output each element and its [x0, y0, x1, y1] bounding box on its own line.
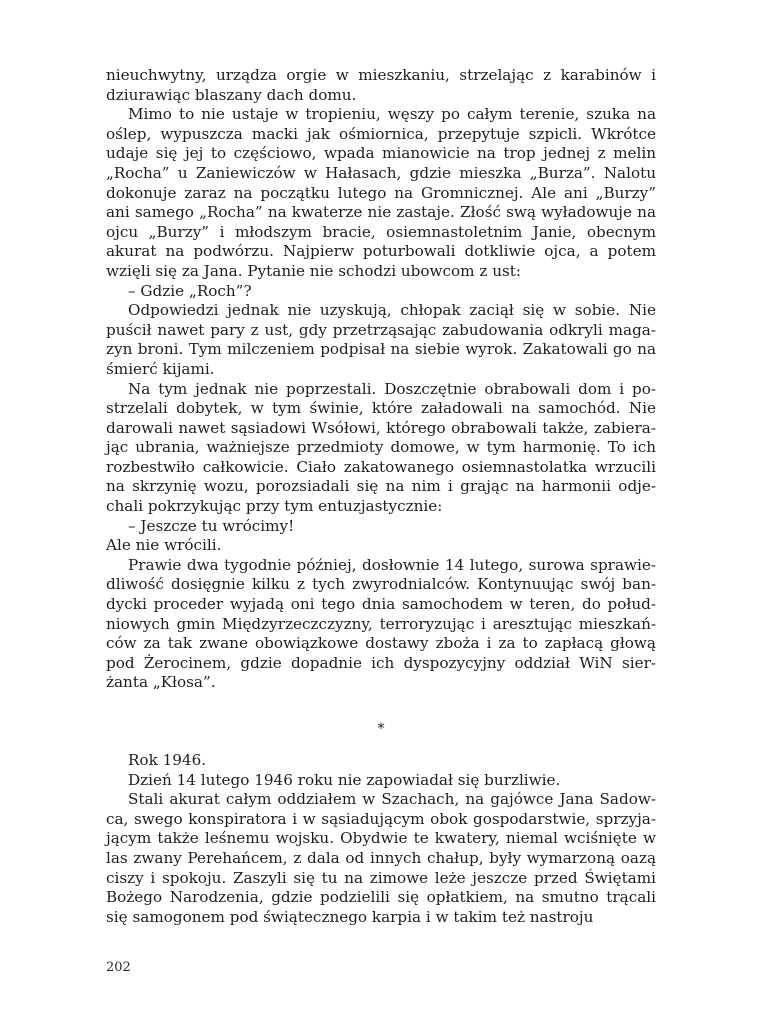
paragraph: Dzień 14 lutego 1946 roku nie zapowiadał się burzliwie.: [128, 770, 561, 789]
book-page: [106, 66, 656, 927]
paragraph: Mimo to nie ustaje w tropieniu, węszy po całym terenie, szuka na oślep, wypuszcza macki jak ośmiornica, przepytuje szpicli. Wkrótce udaje się jej to częściowo, wpada mianowicie na trop jednej z melin „Rocha” u Zaniewiczów w Hałasach, gdzie mieszka „Burza”. Nalotu dokonuje zaraz na początku lutego na Gromnicznej. Ale ani „Burzy” ani samego „Rocha” na kwaterze nie zastaje. Złość swą wyładowuje na ojcu „Burzy” i młodszym bracie, osiemnastoletnim Janie, obecnym akurat na podwórzu. Najpierw poturbowali dotkliwie ojca, a potem wzięli się za Jana. Pytanie nie schodzi ubowcom z ust:: [106, 105, 656, 280]
section-separator: *: [377, 721, 385, 737]
dialogue-line: – Gdzie „Roch”?: [128, 281, 252, 300]
paragraph: Ale nie wrócili.: [106, 536, 222, 555]
paragraph: Rok 1946.: [128, 751, 207, 769]
paragraph: Stali akurat całym oddziałem w Szachach, na gajówce Jana Sadowca, swego konspiratora i w sąsiadującym obok gospodarstwie, sprzyjającym także leśnemu wojsku. Obydwie te kwatery, niemal wciśnięte w las zwany Perehańcem, z dala od innych chałup, były wymarzoną oazą ciszy i spokoju. Zaszyli się tu na zimowe leże jeszcze przed Świętami Bożego Narodzenia, gdzie podzielili się opłatkiem, na smutno trącali się samogonem pod świątecznego karpia i w takim też nastroju: [106, 790, 656, 926]
dialogue-line: – Jeszcze tu wrócimy!: [128, 516, 295, 535]
paragraph: Prawie dwa tygodnie później, dosłownie 14 lutego, surowa sprawiedliwość dosięgnie kilku z tych zwyrodnialców. Kontynuując swój bandycki proceder wyjadą oni tego dnia samochodem w teren, do południowych gmin Międzyrzeczczyzny, terroryzując i aresztując mieszkańców za tak zwane obowiązkowe dostawy zboża i za to zapłacą głową pod Żerocinem, gdzie dopadnie ich dyspozycyjny oddział WiN sierżanta „Kłosa”.: [106, 555, 656, 692]
page-number: 202: [106, 960, 131, 975]
paragraph: nieuchwytny, urządza orgie w mieszkaniu, strzelając z karabinów i dziurawiąc blaszany dach domu.: [106, 66, 656, 104]
paragraph: Na tym jednak nie poprzestali. Doszczętnie obrabowali dom i postrzelali dobytek, w tym świnie, które załadowali na samochód. Nie darowali nawet sąsiadowi Wsółowi, którego obrabowali także, zabierając ubrania, ważniejsze przedmioty domowe, w tym harmonię. To ich rozbestwiło całkowicie. Ciało zakatowanego osiemnastolatka wrzucili na skrzynię wozu, porozsiadali się na nim i grając na harmonii odjechali pokrzykując przy tym entuzjastycznie:: [106, 379, 656, 516]
paragraph: Odpowiedzi jednak nie uzyskują, chłopak zaciął się w sobie. Nie puścił nawet pary z ust, gdy przetrząsając zabudowania odkryli magazyn broni. Tym milczeniem podpisał na siebie wyrok. Zakatowali go na śmierć kijami.: [106, 301, 656, 378]
